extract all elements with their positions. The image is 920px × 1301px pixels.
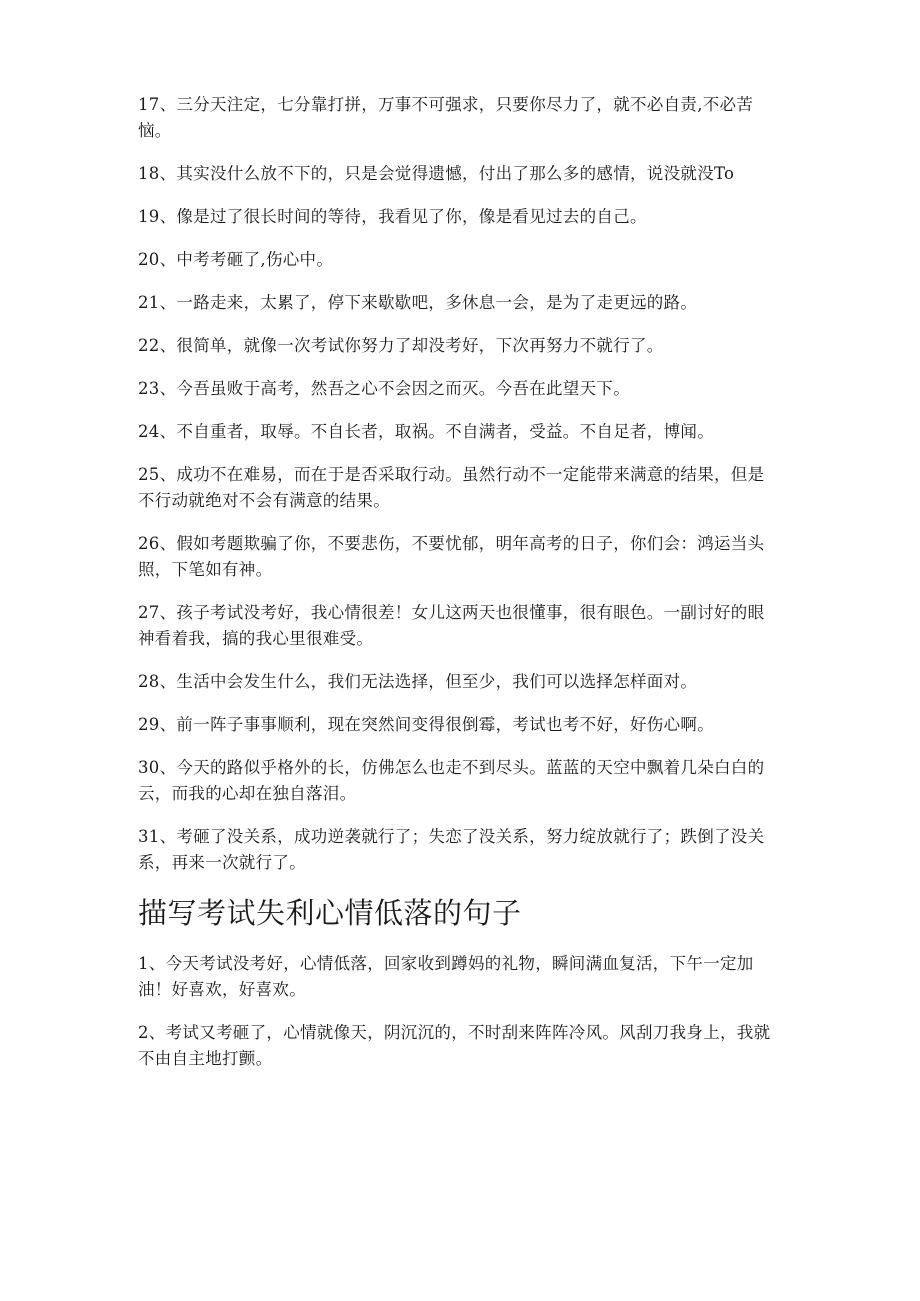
list-item: 24、不自重者，取辱。不自长者，取祸。不自满者，受益。不自足者，博闻。 xyxy=(138,422,714,441)
list-item: 30、今天的路似乎格外的长，仿佛怎么也走不到尽头。蓝蓝的天空中飘着几朵白白的云，而我的心却在独自落泪。 xyxy=(138,758,765,803)
list-item: 18、其实没什么放不下的，只是会觉得遗憾，付出了那么多的感情，说没就没To xyxy=(138,164,735,183)
sentence-list-bottom xyxy=(138,951,780,1072)
list-item: 26、假如考题欺骗了你，不要悲伤，不要忧郁，明年高考的日子，你们会：鸿运当头照，下笔如有神。 xyxy=(138,534,765,579)
list-item: 2、考试又考砸了，心情就像天，阴沉沉的，不时刮来阵阵冷风。风刮刀我身上，我就不由自主地打颤。 xyxy=(138,1023,771,1068)
list-item: 21、一路走来，太累了，停下来歇歇吧，多休息一会，是为了走更远的路。 xyxy=(138,293,698,312)
list-item: 31、考砸了没关系，成功逆袭就行了；失恋了没关系，努力绽放就行了；跌倒了没关系，再来一次就行了。 xyxy=(138,827,765,872)
sentence-list-top xyxy=(138,92,780,876)
list-item: 29、前一阵子事事顺利，现在突然间变得很倒霉，考试也考不好，好伤心啊。 xyxy=(138,715,714,734)
list-item: 1、今天考试没考好，心情低落，回家收到蹲妈的礼物，瞬间满血复活，下午一定加油！好喜欢，好喜欢。 xyxy=(138,954,754,999)
list-item: 28、生活中会发生什么，我们无法选择，但至少，我们可以选择怎样面对。 xyxy=(138,672,698,691)
list-item: 23、今吾虽败于高考，然吾之心不会因之而灭。今吾在此望天下。 xyxy=(138,379,630,398)
list-item: 22、很简单，就像一次考试你努力了却没考好，下次再努力不就行了。 xyxy=(138,336,664,355)
list-item: 20、中考考砸了,伤心中。 xyxy=(138,250,334,269)
list-item: 19、像是过了很长时间的等待，我看见了你，像是看见过去的自己。 xyxy=(138,207,647,226)
list-item: 27、孩子考试没考好，我心情很差！女儿这两天也很懂事，很有眼色。一副讨好的眼神看着我，搞的我心里很难受。 xyxy=(138,603,765,648)
document-page xyxy=(138,92,780,1089)
section-heading: 描写考试失利心情低落的句子 xyxy=(138,896,522,930)
list-item: 25、成功不在难易，而在于是否采取行动。虽然行动不一定能带来满意的结果，但是不行动就绝对不会有满意的结果。 xyxy=(138,465,765,510)
list-item: 17、三分天注定，七分靠打拼，万事不可强求，只要你尽力了，就不必自责,不必苦恼。 xyxy=(138,95,754,140)
